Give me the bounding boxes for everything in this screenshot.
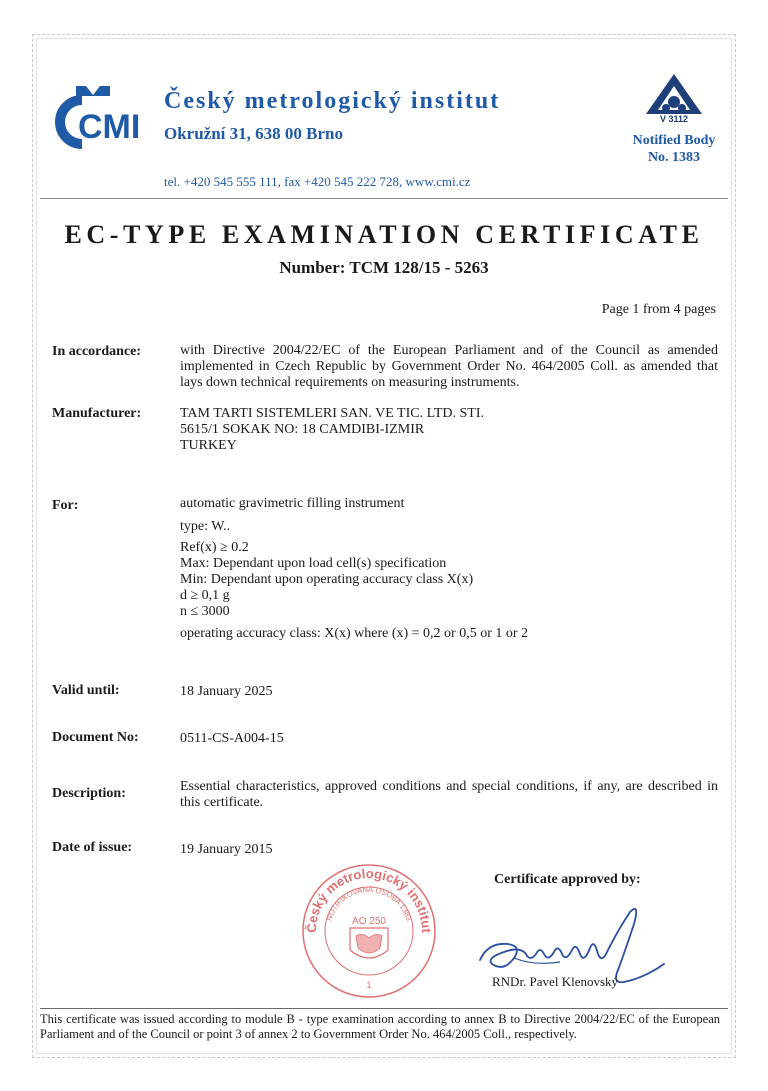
description-label: Description: [52, 786, 126, 801]
spec-line: Max: Dependant upon load cell(s) specification [180, 556, 447, 571]
spec-line: Ref(x) ≥ 0.2 [180, 540, 249, 555]
stamp-outer-text: Český metrologický institut [303, 865, 435, 934]
stamp-inner-text: NOTIFIKOVANÁ OSOBA 1383 [324, 884, 414, 922]
manufacturer-line: 5615/1 SOKAK NO: 18 CAMDIBI-IZMIR [180, 422, 425, 437]
description-text: Essential characteristics, approved conditions and special conditions, if any, are described in this certificate. [180, 779, 718, 810]
for-instrument: automatic gravimetric filling instrument [180, 496, 405, 511]
certificate-title: EC-TYPE EXAMINATION CERTIFICATE [64, 220, 704, 249]
notified-body-line2: No. 1383 [647, 150, 701, 165]
institute-stamp [300, 862, 438, 1000]
accordance-label: In accordance: [52, 344, 142, 359]
accuracy-class-line: operating accuracy class: X(x) where (x) = 0,2 or 0,5 or 1 or 2 [180, 626, 529, 641]
manufacturer-block [180, 406, 718, 454]
footer-note: This certificate was issued according to module B - type examination according to annex B to Directive 2004/22/EC of the European Parliament and of the Council or point 3 of annex 2 to Government Order No. 464/2005 Coll., respectively. [40, 1012, 720, 1041]
manufacturer-label: Manufacturer: [52, 406, 142, 421]
for-specs [180, 540, 718, 620]
spec-line: Min: Dependant upon operating accuracy class X(x) [180, 572, 474, 587]
document-no-value: 0511-CS-A004-15 [180, 731, 284, 746]
date-of-issue-label: Date of issue: [52, 840, 133, 855]
stamp-center-code: AO 250 [352, 916, 386, 927]
valid-until-label: Valid until: [52, 683, 120, 698]
notified-body-label [620, 132, 728, 166]
logo-text: CMI [78, 108, 141, 146]
accordance-text: with Directive 2004/22/EC of the European Parliament and of the Council as amended implemented in Czech Republic by Government Order No. 464/2005 Coll. as amended that lays down technical requirements on measuring instruments. [180, 343, 718, 390]
spec-line: d ≥ 0,1 g [180, 588, 230, 603]
for-type: type: W.. [180, 519, 231, 534]
stamp-bottom-number: 1 [366, 980, 372, 990]
approved-by-label: Certificate approved by: [494, 872, 641, 887]
signatory-name: RNDr. Pavel Klenovský [492, 974, 619, 989]
manufacturer-line: TURKEY [180, 438, 237, 453]
footer-divider [40, 1008, 728, 1009]
spec-line: n ≤ 3000 [180, 604, 230, 619]
for-label: For: [52, 498, 79, 513]
certificate-number: Number: TCM 128/15 - 5263 [279, 258, 489, 277]
page-info: Page 1 from 4 pages [601, 302, 716, 317]
institute-address: Okružní 31, 638 00 Brno [164, 124, 343, 143]
date-of-issue-value: 19 January 2015 [180, 842, 273, 857]
notified-body-code: V 3112 [659, 114, 689, 124]
document-no-label: Document No: [52, 730, 139, 745]
institute-name: Český metrologický institut [164, 88, 501, 114]
manufacturer-line: TAM TARTI SISTEMLERI SAN. VE TIC. LTD. STI. [180, 406, 485, 421]
valid-until-value: 18 January 2025 [180, 684, 273, 699]
institute-contact: tel. +420 545 555 111, fax +420 545 222 728, www.cmi.cz [164, 174, 471, 189]
header-divider [40, 198, 728, 199]
notified-body-line1: Notified Body [632, 133, 716, 148]
cmi-logo [56, 86, 141, 148]
